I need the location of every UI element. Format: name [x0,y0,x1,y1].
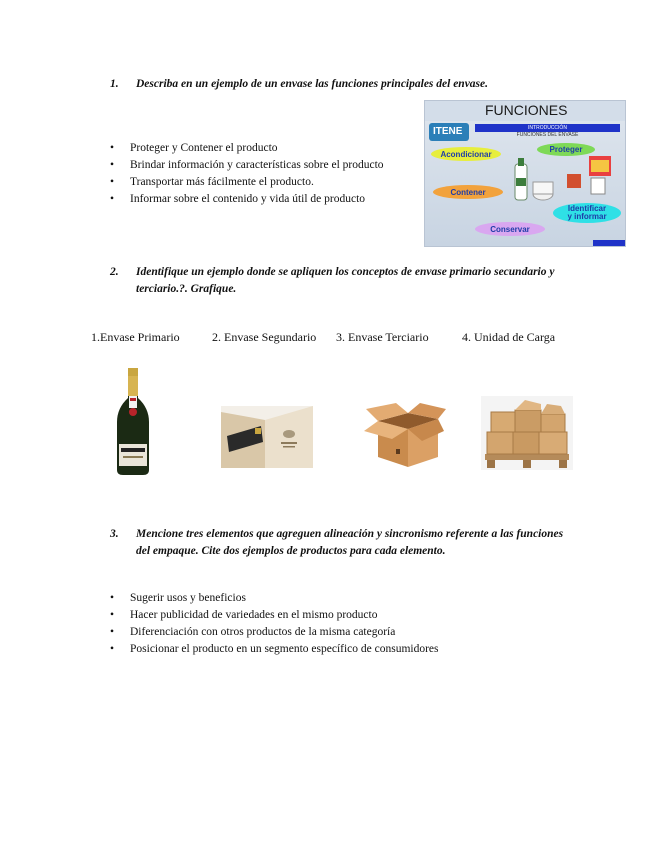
pill-contener: Contener [433,185,503,199]
pallet-of-boxes-image [481,396,573,470]
pill-proteger: Proteger [537,143,595,156]
pill-acondicionar: Acondicionar [431,147,501,161]
question-2-text: Identifique un ejemplo donde se apliquen los conceptos de envase primario secundario y terciario.?. Grafique. [136,266,555,295]
label-envase-primario: 1.Envase Primario [91,330,180,344]
elements-list [110,590,439,658]
slide-banner-text: INTRODUCCIÓN [528,125,567,131]
label-unidad-de-carga: 4. Unidad de Carga [462,330,556,344]
champagne-bottle-image [113,368,153,476]
wooden-wine-box-image [221,406,313,468]
slide-footer-bar [593,240,625,246]
slide-illustration [507,156,617,216]
list-item: • Sugerir usos y beneficios [110,590,439,607]
list-item: • Informar sobre el contenido y vida útil de producto [110,191,384,208]
question-2 [110,264,590,300]
functions-list [110,140,384,208]
slide-title: FUNCIONES [485,102,568,118]
slide-banner [475,124,620,132]
pill-conservar: Conservar [475,222,545,236]
cardboard-box-image [364,401,446,469]
list-item: • Brindar información y características sobre el producto [110,157,384,174]
question-3-number: 3. [110,528,119,540]
itene-logo [429,123,469,141]
question-2-number: 2. [110,266,119,278]
list-item: • Transportar más fácilmente el producto. [110,174,384,191]
list-item: • Proteger y Contener el producto [110,140,384,157]
question-3-text: Mencione tres elementos que agreguen alineación y sincronismo referente a las funciones del empaque. Cite dos ejemplos de productos para cada elemento. [136,528,564,557]
question-3 [110,526,590,562]
question-1-text: Describa en un ejemplo de un envase las funciones principales del envase. [136,78,489,90]
question-1 [110,76,590,94]
label-envase-secundario: 2. Envase Segundario [212,330,317,344]
itene-logo-text: ITENE [433,126,463,137]
pill-identificar: Identificar y informar [553,203,621,223]
list-item: • Posicionar el producto en un segmento específico de consumidores [110,641,439,658]
slide-subtitle: FUNCIONES DEL ENVASE [516,132,579,138]
question-1-number: 1. [110,78,119,90]
label-envase-terciario: 3. Envase Terciario [336,330,429,344]
list-item: • Diferenciación con otros productos de la misma categoría [110,624,439,641]
funciones-slide-image [424,100,626,247]
list-item: • Hacer publicidad de variedades en el mismo producto [110,607,439,624]
